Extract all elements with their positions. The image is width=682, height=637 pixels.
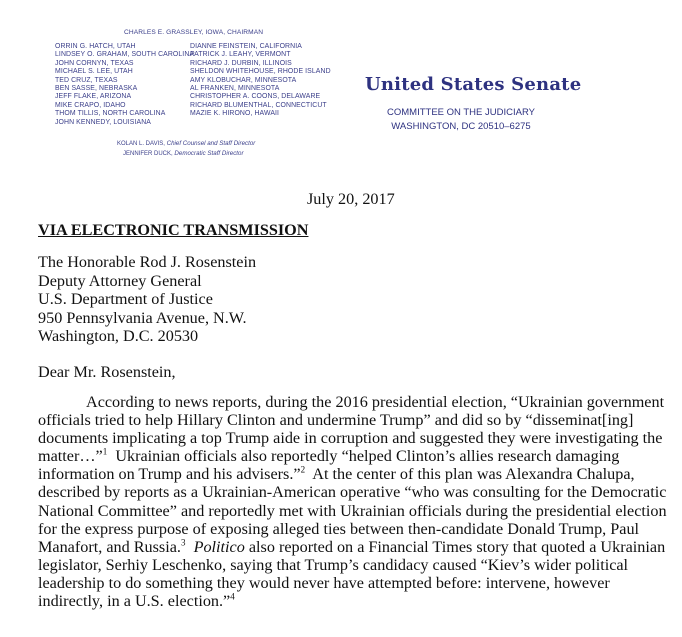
paragraph-line: leadership to do something they would never have attempted before: intervene, however <box>38 573 610 592</box>
member-name: PATRICK J. LEAHY, VERMONT <box>190 51 291 59</box>
line-text: Ukrainian officials also reportedly “helped Clinton’s allies research damaging <box>107 447 620 466</box>
line-text: also reported on a Financial Times story that quoted a Ukrainian <box>244 537 666 556</box>
transmission-method: VIA ELECTRONIC TRANSMISSION <box>38 221 309 239</box>
line-text: At the center of this plan was Alexandra Chalupa, <box>305 465 635 484</box>
address-line: Washington, D.C. 20530 <box>38 327 199 346</box>
paragraph-line: for the express purpose of exposing alleged ties between then-candidate Donald Trump, Paul <box>38 519 640 538</box>
footnote-ref: 3 <box>180 537 186 548</box>
body-paragraph <box>38 393 668 610</box>
senate-title: United States Senate <box>365 74 582 95</box>
member-name: DIANNE FEINSTEIN, CALIFORNIA <box>190 43 302 50</box>
address-line: U.S. Department of Justice <box>38 290 213 309</box>
member-name: TED CRUZ, TEXAS <box>55 76 118 84</box>
paragraph-line <box>38 538 668 556</box>
line-text: matter…” <box>38 447 103 466</box>
staff-line <box>117 149 255 159</box>
address-line: Deputy Attorney General <box>38 271 202 290</box>
member-name: MICHAEL S. LEE, UTAH <box>55 68 133 76</box>
member-name: SHELDON WHITEHOUSE, RHODE ISLAND <box>190 68 331 76</box>
member-name: MAZIE K. HIRONO, HAWAII <box>190 110 280 118</box>
member-name: JOHN CORNYN, TEXAS <box>55 59 134 67</box>
paragraph-line <box>38 465 668 483</box>
member-name: JOHN KENNEDY, LOUISIANA <box>55 118 151 126</box>
address-line: 950 Pennsylvania Avenue, N.W. <box>38 308 247 327</box>
member-name: RICHARD BLUMENTHAL, CONNECTICUT <box>190 101 327 109</box>
recipient-address <box>38 253 256 346</box>
member-name: LINDSEY O. GRAHAM, SOUTH CAROLINA <box>55 51 195 59</box>
democratic-director-name: JENNIFER DUCK, <box>123 151 173 157</box>
paragraph-line: National Committee” and reportedly met with Ukrainian officials during the presidential election <box>38 501 667 520</box>
letterhead <box>0 0 682 175</box>
chief-counsel-name: KOLAN L. DAVIS, <box>117 141 165 147</box>
paragraph-line: officials tried to help Hillary Clinton and undermine Trump” and did so by “disseminat[ing] <box>38 411 634 430</box>
paragraph-line: According to news reports, during the 2016 presidential election, “Ukrainian government <box>86 393 665 411</box>
staff-directors <box>117 139 255 159</box>
committee-address: WASHINGTON, DC 20510–6275 <box>391 121 531 132</box>
footnote-ref: 1 <box>102 446 108 457</box>
committee-block <box>385 106 537 134</box>
member-name: JEFF FLAKE, ARIZONA <box>55 93 132 101</box>
paragraph-line: legislator, Serhiy Leschenko, saying that Trump’s candidacy caused “Kiev’s wider political <box>38 555 629 574</box>
member-name: CHRISTOPHER A. COONS, DELAWARE <box>190 93 321 101</box>
member-name: RICHARD J. DURBIN, ILLINOIS <box>190 59 292 67</box>
line-text: Manafort, and Russia. <box>38 537 181 556</box>
majority-members <box>55 43 194 127</box>
democratic-director-role: Democratic Staff Director <box>174 150 244 157</box>
member-name: THOM TILLIS, NORTH CAROLINA <box>55 110 166 118</box>
minority-members <box>190 43 331 119</box>
member-name: BEN SASSE, NEBRASKA <box>55 85 138 93</box>
address-line: The Honorable Rod J. Rosenstein <box>38 253 257 271</box>
paragraph-line: described by reports as a Ukrainian-American operative “who was consulting for the Democratic <box>38 483 667 502</box>
committee-name: COMMITTEE ON THE JUDICIARY <box>387 107 535 118</box>
paragraph-line: documents implicating a top Trump aide in corruption and suggested they were investigating the <box>38 429 663 448</box>
member-name: AL FRANKEN, MINNESOTA <box>190 85 280 93</box>
line-text: indirectly, in a U.S. election.” <box>38 592 231 611</box>
paragraph-line <box>38 592 668 610</box>
letter-date: July 20, 2017 <box>307 190 395 208</box>
staff-line <box>117 139 255 149</box>
member-name: ORRIN G. HATCH, UTAH <box>55 43 136 50</box>
publication-name: Politico <box>193 537 245 556</box>
member-name: AMY KLOBUCHAR, MINNESOTA <box>190 76 297 84</box>
salutation: Dear Mr. Rosenstein, <box>38 363 176 381</box>
chief-counsel-role: Chief Counsel and Staff Director <box>166 140 256 147</box>
paragraph-line <box>38 447 668 465</box>
line-text: information on Trump and his advisers.” <box>38 465 301 484</box>
footnote-ref: 2 <box>300 464 306 475</box>
member-name: MIKE CRAPO, IDAHO <box>55 101 126 109</box>
committee-chairman: CHARLES E. GRASSLEY, IOWA, CHAIRMAN <box>124 29 264 36</box>
footnote-ref: 4 <box>230 591 235 602</box>
